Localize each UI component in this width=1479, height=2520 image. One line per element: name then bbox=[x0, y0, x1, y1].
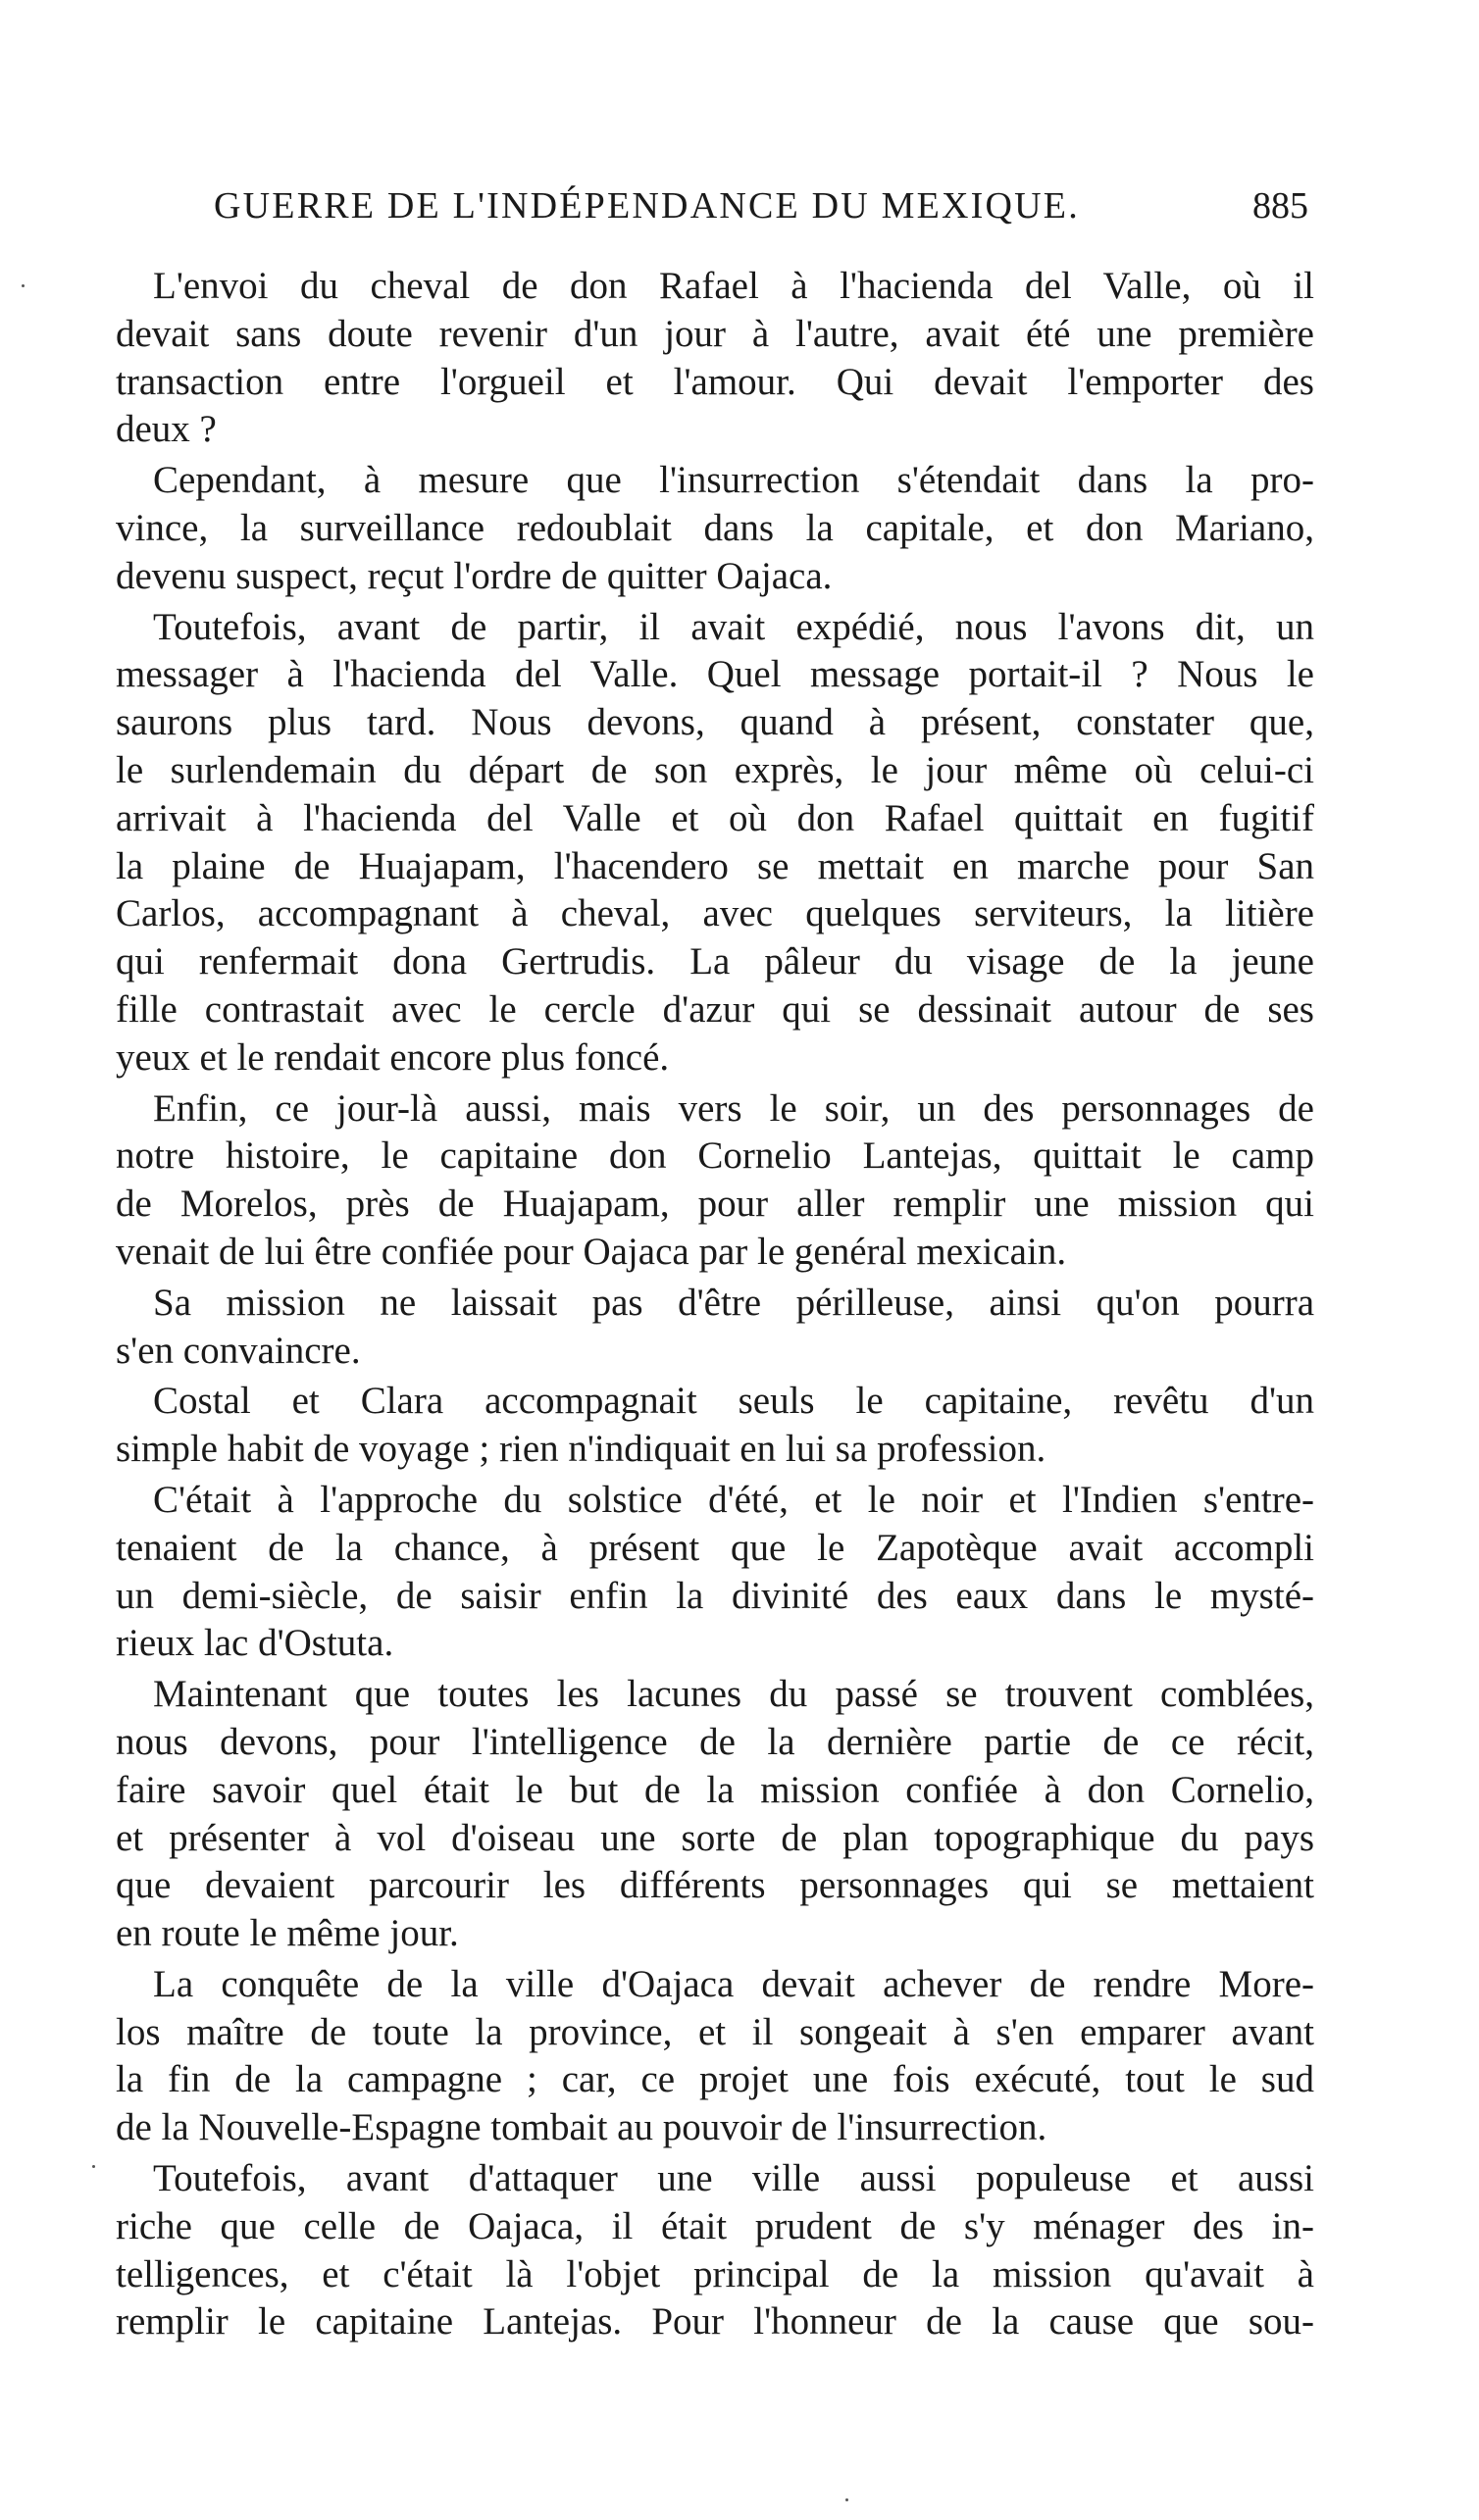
text-line: messager à l'hacienda del Valle. Quel message portait-il ? Nous le bbox=[116, 653, 1314, 696]
text-line: C'était à l'approche du solstice d'été, et le noir et l'Indien s'entre- bbox=[153, 1478, 1314, 1521]
text-line: Maintenant que toutes les lacunes du passé se trouvent comblées, bbox=[153, 1673, 1314, 1716]
text-line: La conquête de la ville d'Oajaca devait achever de rendre More- bbox=[153, 1962, 1314, 2005]
paragraph bbox=[116, 1477, 1314, 1668]
running-title: GUERRE DE L'INDÉPENDANCE DU MEXIQUE. bbox=[214, 185, 1080, 227]
paragraph bbox=[116, 604, 1314, 1083]
text-line: deux ? bbox=[116, 408, 217, 451]
paragraph bbox=[116, 1085, 1314, 1277]
text-line: un demi-siècle, de saisir enfin la divinité des eaux dans le mysté- bbox=[116, 1574, 1314, 1617]
text-line: fille contrastait avec le cercle d'azur qui se dessinait autour de ses bbox=[116, 987, 1314, 1031]
text-line: saurons plus tard. Nous devons, quand à présent, constater que, bbox=[116, 701, 1314, 744]
text-line: remplir le capitaine Lantejas. Pour l'honneur de la cause que sou- bbox=[116, 2300, 1314, 2344]
text-line: tenaient de la chance, à présent que le Zapotèque avait accompli bbox=[116, 1526, 1314, 1569]
text-line: simple habit de voyage ; rien n'indiquait en lui sa profession. bbox=[116, 1428, 1046, 1471]
text-line: en route le même jour. bbox=[116, 1912, 459, 1955]
text-line: nous devons, pour l'intelligence de la dernière partie de ce récit, bbox=[116, 1720, 1314, 1763]
text-line: la plaine de Huajapam, l'hacendero se mettait en marche pour San bbox=[116, 844, 1314, 887]
text-line: venait de lui être confiée pour Oajaca par le genéral mexicain. bbox=[116, 1230, 1067, 1273]
text-line: devait sans doute revenir d'un jour à l'autre, avait été une première bbox=[116, 312, 1314, 355]
text-line: de Morelos, près de Huajapam, pour aller remplir une mission qui bbox=[116, 1183, 1314, 1226]
text-line: de la Nouvelle-Espagne tombait au pouvoir de l'insurrection. bbox=[116, 2106, 1047, 2149]
body-text bbox=[116, 263, 1314, 2420]
text-line: et présenter à vol d'oiseau une sorte de plan topographique du pays bbox=[116, 1816, 1314, 1859]
text-line: arrivait à l'hacienda del Valle et où don Rafael quittait en fugitif bbox=[116, 796, 1314, 839]
text-line: que devaient parcourir les différents personnages qui se mettaient bbox=[116, 1864, 1314, 1907]
text-line: qui renfermait dona Gertrudis. La pâleur du visage de la jeune bbox=[116, 940, 1314, 983]
text-line: transaction entre l'orgueil et l'amour. Qui devait l'emporter des bbox=[116, 360, 1314, 403]
text-line: notre histoire, le capitaine don Cornelio Lantejas, quittait le camp bbox=[116, 1134, 1314, 1178]
paragraph bbox=[116, 1961, 1314, 2152]
paragraph bbox=[116, 1671, 1314, 1958]
paragraph bbox=[116, 1280, 1314, 1376]
text-line: L'envoi du cheval de don Rafael à l'hacienda del Valle, où il bbox=[153, 265, 1314, 307]
text-line: Carlos, accompagnant à cheval, avec quelques serviteurs, la litière bbox=[116, 892, 1314, 935]
paragraph bbox=[116, 263, 1314, 454]
text-line: devenu suspect, reçut l'ordre de quitter Oajaca. bbox=[116, 554, 833, 597]
text-line: telligences, et c'était là l'objet principal de la mission qu'avait à bbox=[116, 2252, 1314, 2295]
text-line: Toutefois, avant de partir, il avait expédié, nous l'avons dit, un bbox=[153, 605, 1314, 648]
text-line: vince, la surveillance redoublait dans la capitale, et don Mariano, bbox=[116, 506, 1314, 549]
text-line: faire savoir quel était le but de la mission confiée à don Cornelio, bbox=[116, 1768, 1314, 1811]
text-line: Enfin, ce jour-là aussi, mais vers le soir, un des personnages de bbox=[153, 1086, 1314, 1130]
paragraph bbox=[116, 2155, 1314, 2346]
text-line: Costal et Clara accompagnait seuls le capitaine, revêtu d'un bbox=[153, 1380, 1314, 1423]
text-line: Toutefois, avant d'attaquer une ville aussi populeuse et aussi bbox=[153, 2157, 1314, 2200]
text-line: riche que celle de Oajaca, il était prudent de s'y ménager des in- bbox=[116, 2204, 1314, 2247]
text-line: Cependant, à mesure que l'insurrection s'étendait dans la pro- bbox=[153, 459, 1314, 502]
page-number: 885 bbox=[1252, 185, 1308, 227]
text-line: Sa mission ne laissait pas d'être périlleuse, ainsi qu'on pourra bbox=[153, 1281, 1314, 1324]
print-speck bbox=[845, 2498, 848, 2501]
text-line: rieux lac d'Ostuta. bbox=[116, 1622, 394, 1665]
text-line: los maître de toute la province, et il songeait à s'en emparer avant bbox=[116, 2010, 1314, 2053]
text-line: la fin de la campagne ; car, ce projet une fois exécuté, tout le sud bbox=[116, 2058, 1314, 2101]
print-speck bbox=[22, 284, 25, 287]
paragraph bbox=[116, 1378, 1314, 1474]
text-line: le surlendemain du départ de son exprès, le jour même où celui-ci bbox=[116, 748, 1314, 791]
text-line: s'en convaincre. bbox=[116, 1329, 361, 1372]
page-header bbox=[214, 184, 1308, 231]
print-speck bbox=[92, 2165, 95, 2168]
paragraph bbox=[116, 457, 1314, 600]
text-line: yeux et le rendait encore plus foncé. bbox=[116, 1035, 670, 1079]
